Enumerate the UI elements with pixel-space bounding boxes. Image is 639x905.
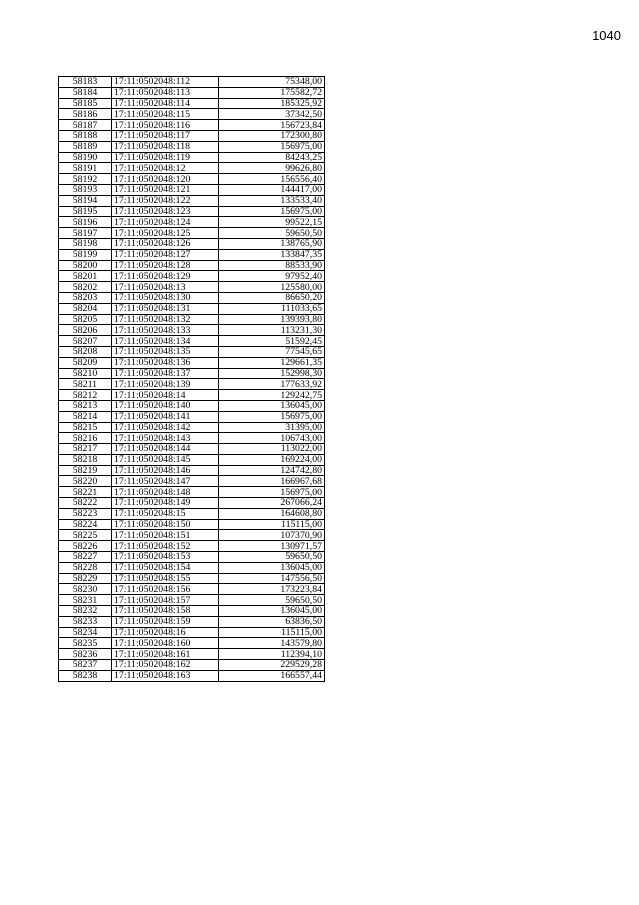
value-cell: 106743,00	[219, 433, 325, 444]
value-cell: 115115,00	[219, 519, 325, 530]
row-number-cell: 58199	[59, 249, 112, 260]
value-cell: 77545,65	[219, 346, 325, 357]
table-row	[59, 400, 325, 411]
value-cell: 166557,44	[219, 670, 325, 681]
cadastral-number-cell: 17:11:0502048:152	[112, 541, 219, 552]
table-row	[59, 411, 325, 422]
table-row	[59, 649, 325, 660]
cadastral-number-cell: 17:11:0502048:119	[112, 152, 219, 163]
table-row	[59, 303, 325, 314]
row-number-cell: 58189	[59, 141, 112, 152]
row-number-cell: 58191	[59, 163, 112, 174]
cadastral-number-cell: 17:11:0502048:15	[112, 508, 219, 519]
table-row	[59, 152, 325, 163]
value-cell: 229529,28	[219, 660, 325, 671]
row-number-cell: 58208	[59, 346, 112, 357]
value-cell: 111033,65	[219, 303, 325, 314]
table-body	[59, 77, 325, 682]
cadastral-number-cell: 17:11:0502048:124	[112, 217, 219, 228]
cadastral-number-cell: 17:11:0502048:117	[112, 130, 219, 141]
row-number-cell: 58237	[59, 660, 112, 671]
value-cell: 63836,50	[219, 616, 325, 627]
cadastral-number-cell: 17:11:0502048:134	[112, 336, 219, 347]
cadastral-number-cell: 17:11:0502048:112	[112, 77, 219, 88]
cadastral-number-cell: 17:11:0502048:120	[112, 174, 219, 185]
table-row	[59, 562, 325, 573]
row-number-cell: 58202	[59, 282, 112, 293]
value-cell: 31395,00	[219, 422, 325, 433]
value-cell: 113022,00	[219, 444, 325, 455]
row-number-cell: 58219	[59, 465, 112, 476]
table-row	[59, 606, 325, 617]
table-row	[59, 174, 325, 185]
cadastral-number-cell: 17:11:0502048:130	[112, 292, 219, 303]
table-row	[59, 422, 325, 433]
value-cell: 169224,00	[219, 454, 325, 465]
cadastral-number-cell: 17:11:0502048:133	[112, 325, 219, 336]
cadastral-number-cell: 17:11:0502048:144	[112, 444, 219, 455]
cadastral-number-cell: 17:11:0502048:163	[112, 670, 219, 681]
value-cell: 267066,24	[219, 498, 325, 509]
row-number-cell: 58186	[59, 109, 112, 120]
table-row	[59, 379, 325, 390]
value-cell: 129661,35	[219, 357, 325, 368]
table-row	[59, 616, 325, 627]
table-row	[59, 98, 325, 109]
row-number-cell: 58232	[59, 606, 112, 617]
table-row	[59, 433, 325, 444]
cadastral-number-cell: 17:11:0502048:159	[112, 616, 219, 627]
table-row	[59, 368, 325, 379]
value-cell: 173223,84	[219, 584, 325, 595]
table-row	[59, 465, 325, 476]
row-number-cell: 58228	[59, 562, 112, 573]
value-cell: 156556,40	[219, 174, 325, 185]
row-number-cell: 58198	[59, 238, 112, 249]
value-cell: 136045,00	[219, 562, 325, 573]
value-cell: 124742,80	[219, 465, 325, 476]
row-number-cell: 58197	[59, 228, 112, 239]
table-row	[59, 87, 325, 98]
cadastral-number-cell: 17:11:0502048:121	[112, 184, 219, 195]
cadastral-number-cell: 17:11:0502048:116	[112, 120, 219, 131]
cadastral-number-cell: 17:11:0502048:162	[112, 660, 219, 671]
table-row	[59, 120, 325, 131]
row-number-cell: 58183	[59, 77, 112, 88]
value-cell: 75348,00	[219, 77, 325, 88]
value-cell: 37342,50	[219, 109, 325, 120]
cadastral-number-cell: 17:11:0502048:115	[112, 109, 219, 120]
row-number-cell: 58224	[59, 519, 112, 530]
row-number-cell: 58200	[59, 260, 112, 271]
value-cell: 99522,15	[219, 217, 325, 228]
table-row	[59, 325, 325, 336]
row-number-cell: 58226	[59, 541, 112, 552]
value-cell: 113231,30	[219, 325, 325, 336]
table-row	[59, 357, 325, 368]
cadastral-number-cell: 17:11:0502048:158	[112, 606, 219, 617]
value-cell: 156975,00	[219, 487, 325, 498]
row-number-cell: 58204	[59, 303, 112, 314]
cadastral-number-cell: 17:11:0502048:143	[112, 433, 219, 444]
cadastral-number-cell: 17:11:0502048:13	[112, 282, 219, 293]
table-row	[59, 260, 325, 271]
value-cell: 177633,92	[219, 379, 325, 390]
cadastral-number-cell: 17:11:0502048:161	[112, 649, 219, 660]
cadastral-number-cell: 17:11:0502048:128	[112, 260, 219, 271]
table-row	[59, 238, 325, 249]
row-number-cell: 58233	[59, 616, 112, 627]
cadastral-number-cell: 17:11:0502048:114	[112, 98, 219, 109]
row-number-cell: 58190	[59, 152, 112, 163]
table-row	[59, 660, 325, 671]
value-cell: 115115,00	[219, 627, 325, 638]
cadastral-number-cell: 17:11:0502048:155	[112, 573, 219, 584]
cadastral-number-cell: 17:11:0502048:153	[112, 552, 219, 563]
table-row	[59, 109, 325, 120]
cadastral-number-cell: 17:11:0502048:151	[112, 530, 219, 541]
row-number-cell: 58216	[59, 433, 112, 444]
row-number-cell: 58196	[59, 217, 112, 228]
value-cell: 156975,00	[219, 206, 325, 217]
row-number-cell: 58225	[59, 530, 112, 541]
row-number-cell: 58211	[59, 379, 112, 390]
value-cell: 185325,92	[219, 98, 325, 109]
table-row	[59, 627, 325, 638]
table-row	[59, 454, 325, 465]
cadastral-number-cell: 17:11:0502048:125	[112, 228, 219, 239]
table-row	[59, 508, 325, 519]
row-number-cell: 58184	[59, 87, 112, 98]
table-row	[59, 77, 325, 88]
value-cell: 144417,00	[219, 184, 325, 195]
table-row	[59, 249, 325, 260]
row-number-cell: 58235	[59, 638, 112, 649]
value-cell: 147556,50	[219, 573, 325, 584]
table-row	[59, 217, 325, 228]
row-number-cell: 58214	[59, 411, 112, 422]
row-number-cell: 58229	[59, 573, 112, 584]
table-row	[59, 292, 325, 303]
value-cell: 138765,90	[219, 238, 325, 249]
value-cell: 139393,80	[219, 314, 325, 325]
value-cell: 86650,20	[219, 292, 325, 303]
table-row	[59, 346, 325, 357]
cadastral-number-cell: 17:11:0502048:147	[112, 476, 219, 487]
cadastral-number-cell: 17:11:0502048:141	[112, 411, 219, 422]
row-number-cell: 58195	[59, 206, 112, 217]
row-number-cell: 58192	[59, 174, 112, 185]
row-number-cell: 58201	[59, 271, 112, 282]
row-number-cell: 58230	[59, 584, 112, 595]
value-cell: 136045,00	[219, 606, 325, 617]
cadastral-number-cell: 17:11:0502048:14	[112, 390, 219, 401]
cadastral-number-cell: 17:11:0502048:148	[112, 487, 219, 498]
value-cell: 133847,35	[219, 249, 325, 260]
cadastral-number-cell: 17:11:0502048:156	[112, 584, 219, 595]
table-row	[59, 519, 325, 530]
table-row	[59, 498, 325, 509]
value-cell: 107370,90	[219, 530, 325, 541]
row-number-cell: 58221	[59, 487, 112, 498]
table-row	[59, 530, 325, 541]
table-row	[59, 228, 325, 239]
table-row	[59, 595, 325, 606]
row-number-cell: 58227	[59, 552, 112, 563]
cadastral-number-cell: 17:11:0502048:154	[112, 562, 219, 573]
cadastral-number-cell: 17:11:0502048:122	[112, 195, 219, 206]
cadastral-number-cell: 17:11:0502048:16	[112, 627, 219, 638]
row-number-cell: 58205	[59, 314, 112, 325]
row-number-cell: 58206	[59, 325, 112, 336]
value-cell: 136045,00	[219, 400, 325, 411]
value-cell: 59650,50	[219, 552, 325, 563]
value-cell: 59650,50	[219, 595, 325, 606]
row-number-cell: 58185	[59, 98, 112, 109]
cadastral-number-cell: 17:11:0502048:150	[112, 519, 219, 530]
table-row	[59, 476, 325, 487]
value-cell: 99626,80	[219, 163, 325, 174]
value-cell: 88533,90	[219, 260, 325, 271]
row-number-cell: 58193	[59, 184, 112, 195]
row-number-cell: 58220	[59, 476, 112, 487]
cadastral-number-cell: 17:11:0502048:129	[112, 271, 219, 282]
cadastral-number-cell: 17:11:0502048:142	[112, 422, 219, 433]
cadastral-number-cell: 17:11:0502048:12	[112, 163, 219, 174]
value-cell: 133533,40	[219, 195, 325, 206]
table-row	[59, 184, 325, 195]
value-cell: 175582,72	[219, 87, 325, 98]
cadastral-number-cell: 17:11:0502048:123	[112, 206, 219, 217]
table-row	[59, 282, 325, 293]
table-row	[59, 163, 325, 174]
cadastral-number-cell: 17:11:0502048:145	[112, 454, 219, 465]
row-number-cell: 58203	[59, 292, 112, 303]
row-number-cell: 58218	[59, 454, 112, 465]
cadastral-number-cell: 17:11:0502048:132	[112, 314, 219, 325]
table-row	[59, 541, 325, 552]
value-cell: 51592,45	[219, 336, 325, 347]
value-cell: 130971,57	[219, 541, 325, 552]
table-row	[59, 552, 325, 563]
cadastral-number-cell: 17:11:0502048:139	[112, 379, 219, 390]
table-row	[59, 271, 325, 282]
value-cell: 125580,00	[219, 282, 325, 293]
row-number-cell: 58213	[59, 400, 112, 411]
cadastral-number-cell: 17:11:0502048:131	[112, 303, 219, 314]
row-number-cell: 58194	[59, 195, 112, 206]
cadastral-number-cell: 17:11:0502048:113	[112, 87, 219, 98]
table-row	[59, 390, 325, 401]
row-number-cell: 58234	[59, 627, 112, 638]
cadastral-number-cell: 17:11:0502048:135	[112, 346, 219, 357]
value-cell: 129242,75	[219, 390, 325, 401]
table-row	[59, 638, 325, 649]
value-cell: 156975,00	[219, 141, 325, 152]
cadastral-number-cell: 17:11:0502048:140	[112, 400, 219, 411]
row-number-cell: 58217	[59, 444, 112, 455]
value-cell: 84243,25	[219, 152, 325, 163]
value-cell: 164608,80	[219, 508, 325, 519]
row-number-cell: 58231	[59, 595, 112, 606]
table-row	[59, 573, 325, 584]
table-row	[59, 336, 325, 347]
value-cell: 156723,84	[219, 120, 325, 131]
value-cell: 143579,80	[219, 638, 325, 649]
row-number-cell: 58222	[59, 498, 112, 509]
cadastral-number-cell: 17:11:0502048:127	[112, 249, 219, 260]
value-cell: 152998,30	[219, 368, 325, 379]
row-number-cell: 58223	[59, 508, 112, 519]
value-cell: 166967,68	[219, 476, 325, 487]
table-row	[59, 444, 325, 455]
row-number-cell: 58238	[59, 670, 112, 681]
value-cell: 112394,10	[219, 649, 325, 660]
value-cell: 59650,50	[219, 228, 325, 239]
cadastral-number-cell: 17:11:0502048:149	[112, 498, 219, 509]
table-row	[59, 206, 325, 217]
table-row	[59, 314, 325, 325]
row-number-cell: 58209	[59, 357, 112, 368]
cadastral-number-cell: 17:11:0502048:136	[112, 357, 219, 368]
row-number-cell: 58207	[59, 336, 112, 347]
page-number: 1040	[592, 28, 621, 43]
table-row	[59, 487, 325, 498]
cadastral-number-cell: 17:11:0502048:126	[112, 238, 219, 249]
table-row	[59, 584, 325, 595]
row-number-cell: 58236	[59, 649, 112, 660]
table-row	[59, 130, 325, 141]
row-number-cell: 58210	[59, 368, 112, 379]
cadastral-number-cell: 17:11:0502048:118	[112, 141, 219, 152]
value-cell: 172300,80	[219, 130, 325, 141]
table-row	[59, 195, 325, 206]
value-cell: 97952,40	[219, 271, 325, 282]
table-row	[59, 670, 325, 681]
table-row	[59, 141, 325, 152]
cadastral-number-cell: 17:11:0502048:137	[112, 368, 219, 379]
row-number-cell: 58212	[59, 390, 112, 401]
value-cell: 156975,00	[219, 411, 325, 422]
cadastral-number-cell: 17:11:0502048:157	[112, 595, 219, 606]
cadastral-number-cell: 17:11:0502048:160	[112, 638, 219, 649]
row-number-cell: 58215	[59, 422, 112, 433]
row-number-cell: 58187	[59, 120, 112, 131]
cadastral-value-table	[58, 76, 325, 682]
cadastral-number-cell: 17:11:0502048:146	[112, 465, 219, 476]
row-number-cell: 58188	[59, 130, 112, 141]
